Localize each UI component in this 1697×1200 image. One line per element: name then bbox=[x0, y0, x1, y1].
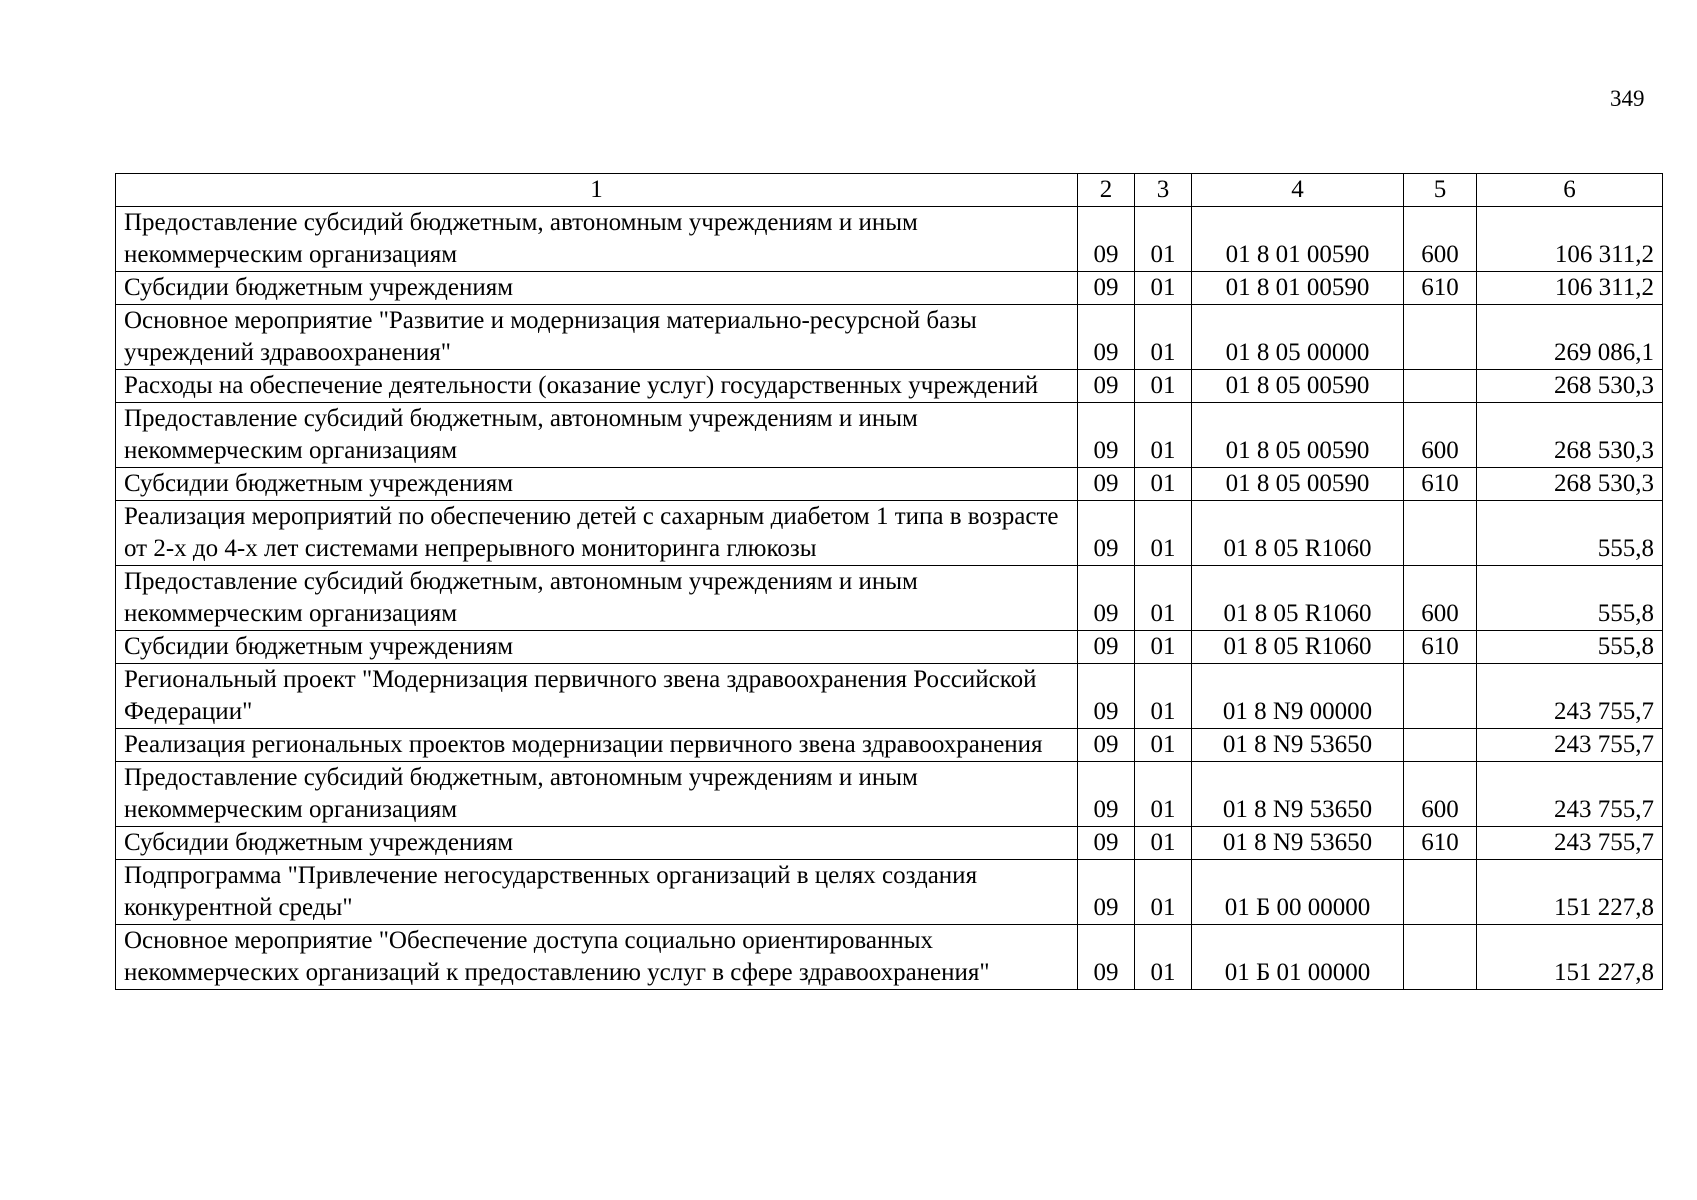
row-name-cell: Предоставление субсидий бюджетным, автономным учреждениям и иным некоммерческим организациям bbox=[116, 762, 1078, 827]
row-name-cell: Расходы на обеспечение деятельности (оказание услуг) государственных учреждений bbox=[116, 370, 1078, 403]
amount-cell: 243 755,7 bbox=[1477, 664, 1663, 729]
target-article-cell: 01 8 05 R1060 bbox=[1192, 501, 1404, 566]
expense-type-cell: 610 bbox=[1404, 827, 1477, 860]
row-name-cell: Субсидии бюджетным учреждениям bbox=[116, 468, 1078, 501]
row-name-cell: Региональный проект "Модернизация первичного звена здравоохранения Российской Федерации" bbox=[116, 664, 1078, 729]
expense-type-cell bbox=[1404, 501, 1477, 566]
target-article-cell: 01 8 01 00590 bbox=[1192, 272, 1404, 305]
target-article-cell: 01 8 05 00590 bbox=[1192, 468, 1404, 501]
table-row bbox=[116, 370, 1663, 403]
section-code-cell: 09 bbox=[1078, 305, 1135, 370]
section-code-cell: 09 bbox=[1078, 827, 1135, 860]
amount-cell: 151 227,8 bbox=[1477, 925, 1663, 990]
column-header: 3 bbox=[1135, 174, 1192, 207]
target-article-cell: 01 8 N9 53650 bbox=[1192, 762, 1404, 827]
row-name-cell: Субсидии бюджетным учреждениям bbox=[116, 631, 1078, 664]
target-article-cell: 01 8 01 00590 bbox=[1192, 207, 1404, 272]
table-row bbox=[116, 860, 1663, 925]
target-article-cell: 01 Б 01 00000 bbox=[1192, 925, 1404, 990]
expense-type-cell: 600 bbox=[1404, 403, 1477, 468]
table-row bbox=[116, 631, 1663, 664]
target-article-cell: 01 8 05 R1060 bbox=[1192, 566, 1404, 631]
table-row bbox=[116, 272, 1663, 305]
subsection-code-cell: 01 bbox=[1135, 827, 1192, 860]
budget-table bbox=[115, 173, 1663, 990]
target-article-cell: 01 Б 00 00000 bbox=[1192, 860, 1404, 925]
target-article-cell: 01 8 N9 00000 bbox=[1192, 664, 1404, 729]
table-row bbox=[116, 925, 1663, 990]
subsection-code-cell: 01 bbox=[1135, 664, 1192, 729]
table-row bbox=[116, 468, 1663, 501]
section-code-cell: 09 bbox=[1078, 370, 1135, 403]
subsection-code-cell: 01 bbox=[1135, 762, 1192, 827]
row-name-cell: Субсидии бюджетным учреждениям bbox=[116, 272, 1078, 305]
amount-cell: 268 530,3 bbox=[1477, 468, 1663, 501]
section-code-cell: 09 bbox=[1078, 272, 1135, 305]
subsection-code-cell: 01 bbox=[1135, 468, 1192, 501]
row-name-cell: Реализация региональных проектов модернизации первичного звена здравоохранения bbox=[116, 729, 1078, 762]
subsection-code-cell: 01 bbox=[1135, 729, 1192, 762]
target-article-cell: 01 8 05 00590 bbox=[1192, 370, 1404, 403]
amount-cell: 555,8 bbox=[1477, 501, 1663, 566]
page-number: 349 bbox=[1610, 86, 1645, 111]
subsection-code-cell: 01 bbox=[1135, 501, 1192, 566]
column-header: 6 bbox=[1477, 174, 1663, 207]
section-code-cell: 09 bbox=[1078, 207, 1135, 272]
section-code-cell: 09 bbox=[1078, 664, 1135, 729]
table-row bbox=[116, 501, 1663, 566]
expense-type-cell bbox=[1404, 305, 1477, 370]
row-name-cell: Предоставление субсидий бюджетным, автономным учреждениям и иным некоммерческим организациям bbox=[116, 403, 1078, 468]
column-header: 4 bbox=[1192, 174, 1404, 207]
row-name-cell: Основное мероприятие "Обеспечение доступа социально ориентированных некоммерческих организаций к предоставлению услуг в сфере здравоохранения" bbox=[116, 925, 1078, 990]
subsection-code-cell: 01 bbox=[1135, 631, 1192, 664]
subsection-code-cell: 01 bbox=[1135, 566, 1192, 631]
column-header: 2 bbox=[1078, 174, 1135, 207]
row-name-cell: Реализация мероприятий по обеспечению детей с сахарным диабетом 1 типа в возрасте от 2-х до 4-х лет системами непрерывного мониторинга глюкозы bbox=[116, 501, 1078, 566]
subsection-code-cell: 01 bbox=[1135, 860, 1192, 925]
expense-type-cell: 600 bbox=[1404, 207, 1477, 272]
amount-cell: 243 755,7 bbox=[1477, 827, 1663, 860]
column-header: 5 bbox=[1404, 174, 1477, 207]
expense-type-cell: 610 bbox=[1404, 631, 1477, 664]
row-name-cell: Субсидии бюджетным учреждениям bbox=[116, 827, 1078, 860]
row-name-cell: Основное мероприятие "Развитие и модернизация материально-ресурсной базы учреждений здравоохранения" bbox=[116, 305, 1078, 370]
table-row bbox=[116, 664, 1663, 729]
table-row bbox=[116, 207, 1663, 272]
section-code-cell: 09 bbox=[1078, 925, 1135, 990]
target-article-cell: 01 8 05 00590 bbox=[1192, 403, 1404, 468]
table-row bbox=[116, 762, 1663, 827]
expense-type-cell: 610 bbox=[1404, 468, 1477, 501]
table-row bbox=[116, 403, 1663, 468]
amount-cell: 268 530,3 bbox=[1477, 403, 1663, 468]
amount-cell: 106 311,2 bbox=[1477, 207, 1663, 272]
expense-type-cell bbox=[1404, 860, 1477, 925]
table-row bbox=[116, 305, 1663, 370]
amount-cell: 151 227,8 bbox=[1477, 860, 1663, 925]
subsection-code-cell: 01 bbox=[1135, 272, 1192, 305]
expense-type-cell bbox=[1404, 729, 1477, 762]
subsection-code-cell: 01 bbox=[1135, 370, 1192, 403]
amount-cell: 269 086,1 bbox=[1477, 305, 1663, 370]
row-name-cell: Предоставление субсидий бюджетным, автономным учреждениям и иным некоммерческим организациям bbox=[116, 207, 1078, 272]
section-code-cell: 09 bbox=[1078, 729, 1135, 762]
column-header: 1 bbox=[116, 174, 1078, 207]
amount-cell: 243 755,7 bbox=[1477, 729, 1663, 762]
subsection-code-cell: 01 bbox=[1135, 207, 1192, 272]
table-row bbox=[116, 827, 1663, 860]
section-code-cell: 09 bbox=[1078, 468, 1135, 501]
amount-cell: 106 311,2 bbox=[1477, 272, 1663, 305]
section-code-cell: 09 bbox=[1078, 566, 1135, 631]
table-body bbox=[116, 207, 1663, 990]
table-row bbox=[116, 566, 1663, 631]
subsection-code-cell: 01 bbox=[1135, 305, 1192, 370]
section-code-cell: 09 bbox=[1078, 762, 1135, 827]
row-name-cell: Предоставление субсидий бюджетным, автономным учреждениям и иным некоммерческим организациям bbox=[116, 566, 1078, 631]
section-code-cell: 09 bbox=[1078, 501, 1135, 566]
amount-cell: 555,8 bbox=[1477, 566, 1663, 631]
expense-type-cell bbox=[1404, 370, 1477, 403]
target-article-cell: 01 8 05 R1060 bbox=[1192, 631, 1404, 664]
subsection-code-cell: 01 bbox=[1135, 925, 1192, 990]
table-row bbox=[116, 729, 1663, 762]
section-code-cell: 09 bbox=[1078, 403, 1135, 468]
subsection-code-cell: 01 bbox=[1135, 403, 1192, 468]
target-article-cell: 01 8 N9 53650 bbox=[1192, 729, 1404, 762]
expense-type-cell bbox=[1404, 664, 1477, 729]
row-name-cell: Подпрограмма "Привлечение негосударственных организаций в целях создания конкурентной среды" bbox=[116, 860, 1078, 925]
amount-cell: 555,8 bbox=[1477, 631, 1663, 664]
amount-cell: 243 755,7 bbox=[1477, 762, 1663, 827]
expense-type-cell: 600 bbox=[1404, 762, 1477, 827]
target-article-cell: 01 8 05 00000 bbox=[1192, 305, 1404, 370]
expense-type-cell: 610 bbox=[1404, 272, 1477, 305]
section-code-cell: 09 bbox=[1078, 860, 1135, 925]
section-code-cell: 09 bbox=[1078, 631, 1135, 664]
target-article-cell: 01 8 N9 53650 bbox=[1192, 827, 1404, 860]
expense-type-cell bbox=[1404, 925, 1477, 990]
header-row bbox=[116, 174, 1663, 207]
amount-cell: 268 530,3 bbox=[1477, 370, 1663, 403]
expense-type-cell: 600 bbox=[1404, 566, 1477, 631]
